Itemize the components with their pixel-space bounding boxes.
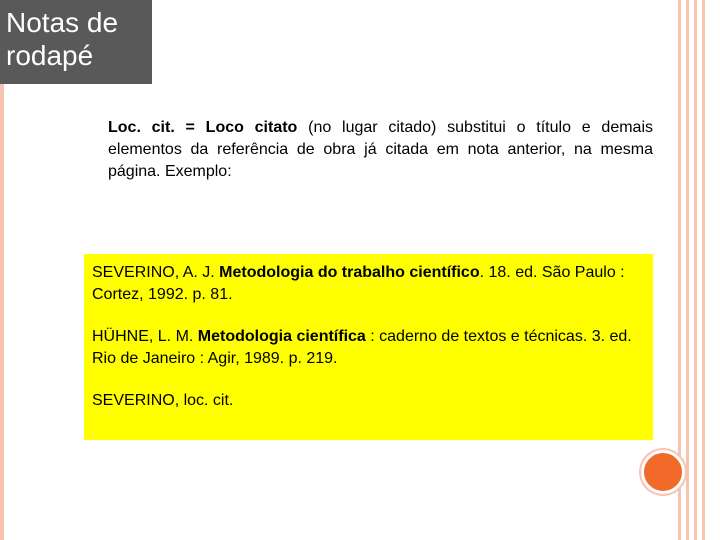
right-border-line-4 (702, 0, 705, 540)
right-border-line-3 (694, 0, 697, 540)
slide-title (0, 0, 152, 84)
slide-title-line-1: Notas de (6, 7, 119, 38)
reference-item-2 (92, 326, 645, 370)
reference-3-text: SEVERINO, loc. cit. (92, 392, 234, 409)
reference-1-author: SEVERINO, A. J. (92, 264, 220, 281)
reference-item-3 (92, 390, 645, 412)
reference-2-details: : caderno de textos e técnicas. 3. ed. Rio de Janeiro : Agir, 1989. p. 219. (92, 328, 632, 367)
right-border-line-2 (686, 0, 689, 540)
intro-description: (no lugar citado) substitui o título e demais elementos da referência de obra já citada em nota anterior, na mesma página. Exemplo: (108, 119, 654, 180)
reference-2-title: Metodologia científica (197, 328, 366, 345)
reference-1-details: . 18. ed. São Paulo : Cortez, 1992. p. 81. (92, 264, 625, 303)
intro-paragraph (108, 117, 653, 183)
reference-example-box (84, 254, 653, 440)
reference-1-title: Metodologia do trabalho científico (219, 264, 480, 281)
intro-term: Loc. cit. = Loco citato (108, 119, 298, 136)
left-border-line (0, 84, 4, 540)
decorative-circle-icon (641, 450, 685, 494)
reference-2-author: HÜHNE, L. M. (92, 328, 198, 345)
slide-title-line-2: rodapé (6, 40, 94, 71)
reference-item-1 (92, 262, 645, 306)
